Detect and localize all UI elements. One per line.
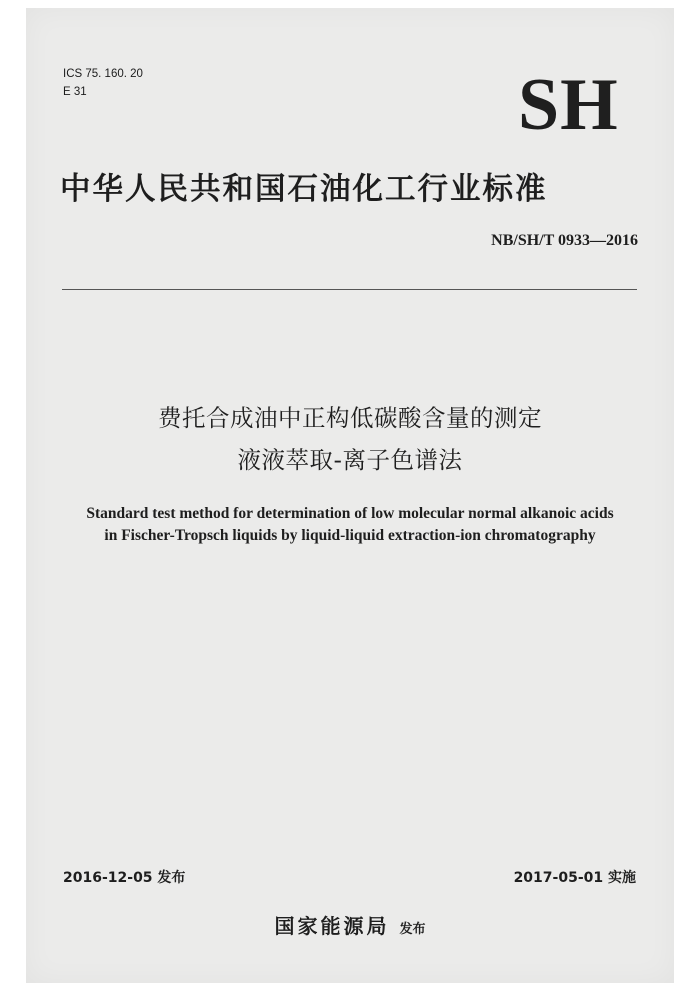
standard-number: NB/SH/T 0933—2016 (491, 232, 638, 249)
english-title-line-2: in Fischer-Tropsch liquids by liquid-liquid extraction-ion chromatography (104, 527, 596, 544)
english-title-line-1: Standard test method for determination of low molecular normal alkanoic acids (86, 505, 614, 522)
standard-type-title: 中华人民共和国石油化工行业标准 (60, 172, 548, 207)
ccs-code: E 31 (63, 86, 87, 98)
sh-logo: SH (518, 64, 619, 146)
ics-code: ICS 75. 160. 20 (63, 68, 143, 80)
authority-name: 国家能源局 (274, 914, 390, 938)
issue-date: 2016-12-05 发布 (63, 870, 186, 886)
implementation-date: 2017-05-01 实施 (513, 870, 636, 886)
header-divider (62, 289, 637, 290)
authority-suffix: 发布 (399, 922, 426, 937)
document-sheet (26, 8, 674, 983)
chinese-title-line-2: 液液萃取-离子色谱法 (237, 446, 463, 474)
chinese-title-line-1: 费托合成油中正构低碳酸含量的测定 (158, 404, 542, 432)
issuing-authority (0, 910, 700, 939)
